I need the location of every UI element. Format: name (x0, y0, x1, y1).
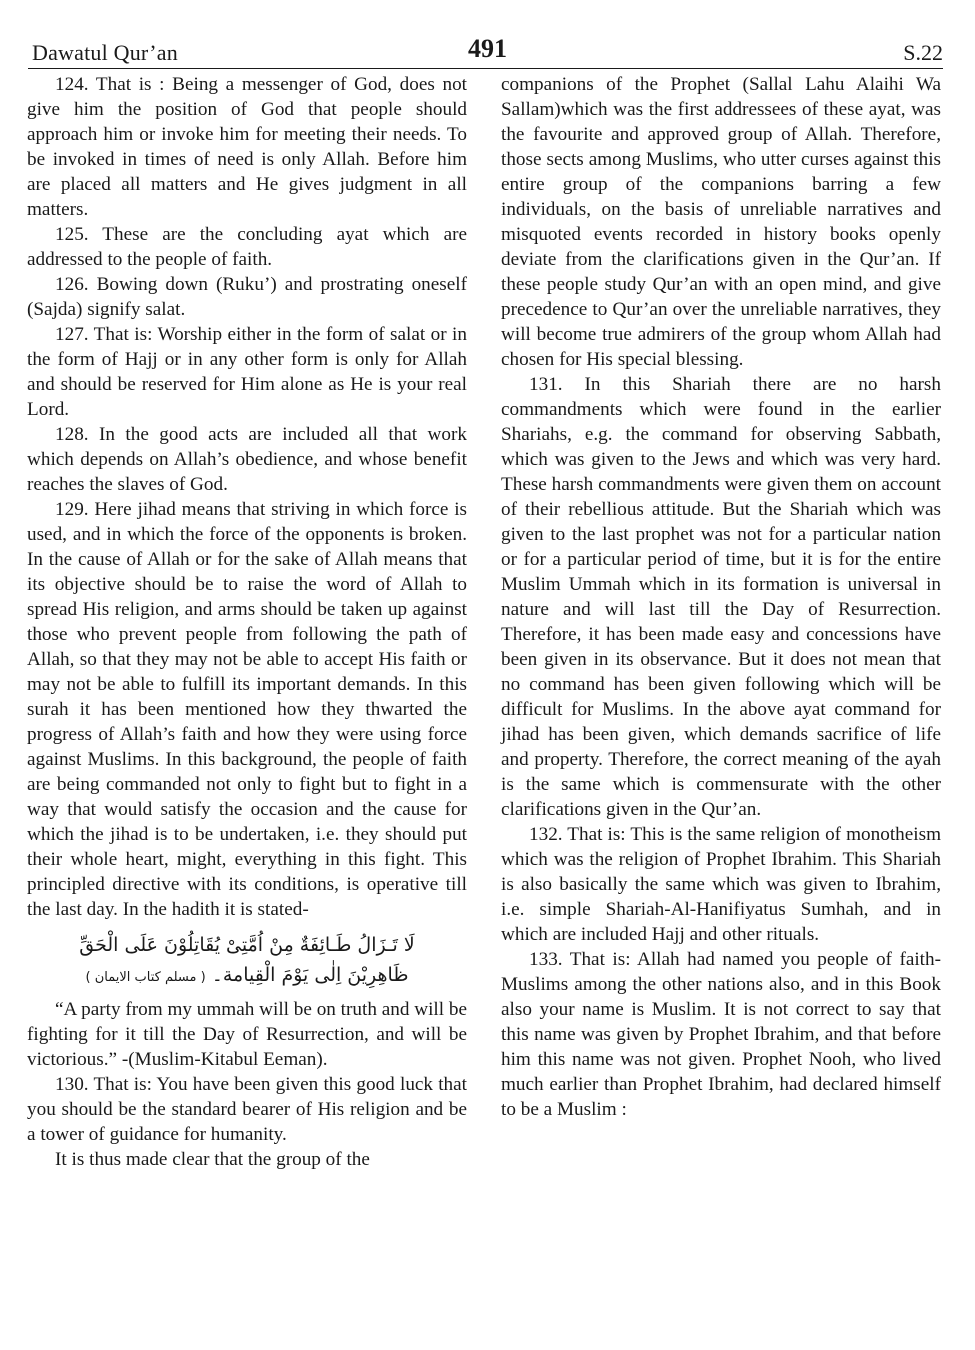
right-column (501, 72, 941, 1122)
arabic-line-1: لَا تَـزَالُ طَـائِفَةٌ مِنْ اُمَّتِیْ یُقَاتِلُوْنَ عَلَی الْحَقِّ (79, 934, 415, 956)
page-number: 491 (468, 34, 507, 63)
hadith-translation: “A party from my ummah will be on truth and will be fighting for it till the Day of Resurrection, and will be victorious.” -(Muslim-Kitabul Eeman). (27, 999, 467, 1070)
continuation-start: It is thus made clear that the group of the (55, 1149, 370, 1170)
note-128: 128. In the good acts are included all that work which depends on Allah’s obedience, and whose benefit reaches the slaves of God. (27, 424, 467, 495)
note-130: 130. That is: You have been given this good luck that you should be the standard bearer of His religion and be a tower of guidance for humanity. (27, 1074, 467, 1145)
note-133: 133. That is: Allah had named you people of faith- Muslims among the other nations also, and in this Book also your name is Muslim. It is not correct to say that this name was given by Prophet Ibrahim, and that before him this name was not given. Prophet Nooh, who lived much earlier than Prophet Ibrahim, had declared himself to be a Muslim : (501, 949, 941, 1120)
arabic-line-2-wrap (27, 960, 467, 993)
running-title: Dawatul Qur’an (32, 40, 178, 65)
note-129: 129. Here jihad means that striving in which force is used, and in which the force of the opponents is broken. In the cause of Allah or for the sake of Allah means that its objective should be to raise the word of Allah to spread His religion, and arms should be taken up against those who prevent people from following the path of Allah, so that they may not be able to accept His faith or may not be able to fulfill its important demands. In this surah it has been mentioned how they thwarted the progress of Allah’s faith and how they were using force against Muslims. In this background, the people of faith are being commanded not only to fight but to fight in a way that would satisfy the occasion and the cause for which the jihad is to be undertaken, i.e. they should put their whole heart, might, everything in this fight. This principled directive with its conditions, is operative till the last day. In the hadith it is stated- (27, 499, 467, 920)
page-header (0, 0, 975, 70)
note-131: 131. In this Shariah there are no harsh commandments which were found in the earlier Shariahs, e.g. the command for observing Sabbath, which was given to the Jews and which was very hard. These harsh commandments were given them on account of their rebellious attitude. But the Shariah which was given to the last prophet was not for a particular nation or for a particular period of time, but it is for the entire Muslim Ummah which in its formation is universal in nature and will last till the Day of Resurrection. Therefore, it has been made easy and concessions have been given in its observance. But it does not mean that no command has been given following which will be difficult for Muslims. In the above ayat command for jihad has been given, which demands sacrifice of life and property. Therefore, the correct meaning of the ayah is the same which is commensurate with the other clarifications given in the Qur’an. (501, 374, 941, 820)
header-divider (28, 68, 943, 69)
note-125: 125. These are the concluding ayat which are addressed to the people of faith. (27, 224, 467, 270)
arabic-reference: ( مسلم کتاب الایمان ) (85, 970, 206, 985)
continuation-paragraph: companions of the Prophet (Sallal Lahu Alaihi Wa Sallam)which was the first addressees of these ayat, was the favourite and approved group of Allah. Therefore, those sects among Muslims, who utter curses against this entire group of the companions barring a few individuals, on the basis of unreliable narratives and misquoted events recorded in history books openly deviate from the clarifications given in the Qur’an. If these people study Qur’an with an open mind, and give precedence to Qur’an over the unreliable narratives, they will become true admirers of the group whom Allah had chosen for His special blessing. (501, 74, 941, 370)
note-132: 132. That is: This is the same religion of monotheism which was the religion of Prophet Ibrahim. This Shariah is also basically the same which was given to Ibrahim, i.e. simple Shariah-Al-Hanifiyatus Sumhah, and in which are included Hajj and other rituals. (501, 824, 941, 945)
arabic-line-2: ظَاهِرِیْنَ اِلٰی یَوْمَ الْقِیامة۔ (211, 964, 409, 986)
arabic-hadith (27, 930, 467, 993)
left-column (27, 72, 467, 1172)
note-124: 124. That is : Being a messenger of God, does not give him the position of God that people should approach him or invoke him for meeting their needs. To be invoked in times of need is only Allah. Before him are placed all matters and He gives judgment in all matters. (27, 74, 467, 220)
note-126: 126. Bowing down (Ruku’) and prostrating oneself (Sajda) signify salat. (27, 274, 467, 320)
surah-label: S.22 (903, 40, 943, 65)
note-127: 127. That is: Worship either in the form of salat or in the form of Hajj or in any other form is only for Allah and should be reserved for Him alone as He is your real Lord. (27, 324, 467, 420)
